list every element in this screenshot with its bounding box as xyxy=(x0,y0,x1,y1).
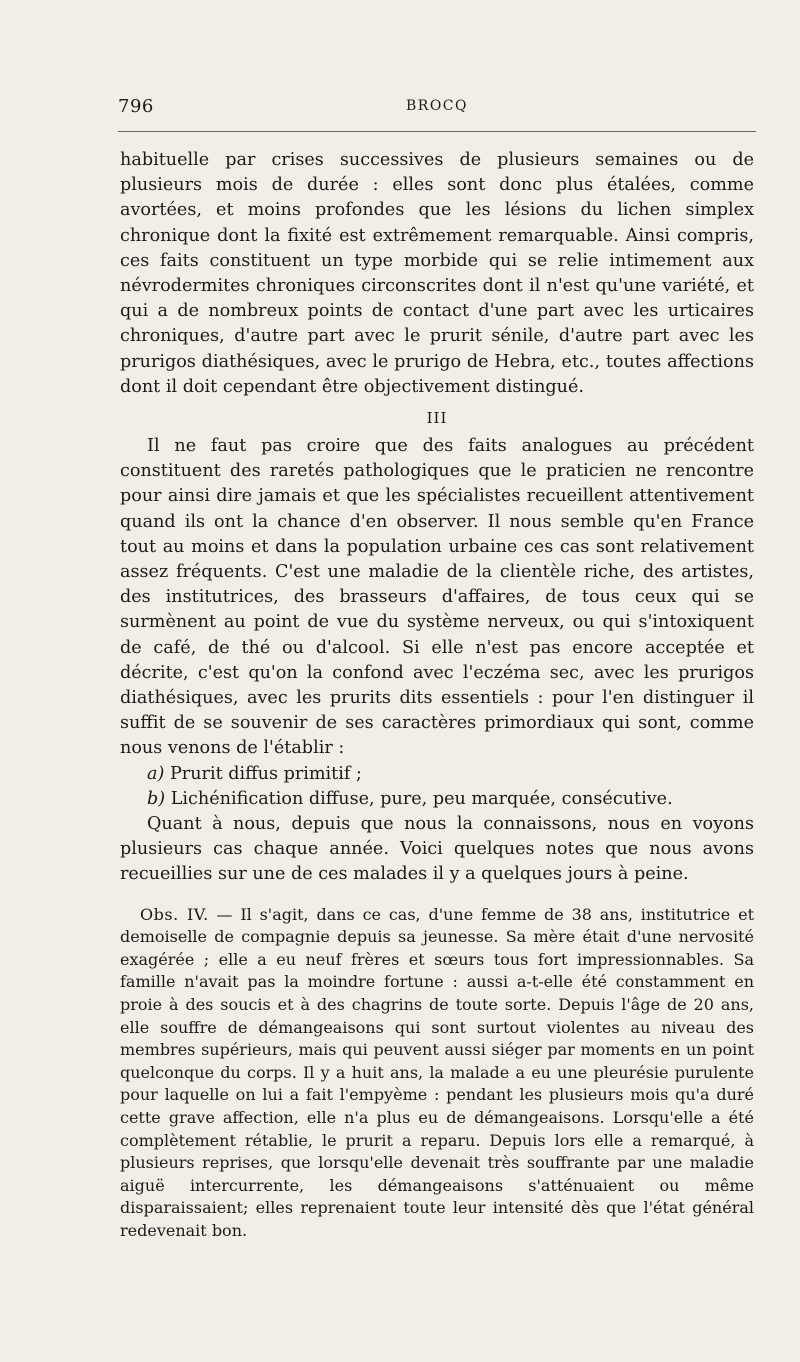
header-rule xyxy=(118,131,756,132)
observation-label: Obs. IV. xyxy=(140,904,209,924)
criterion-b-text: Lichénification diffuse, pure, peu marquée, consécutive. xyxy=(170,788,673,809)
body-text xyxy=(120,148,754,1243)
criterion-a-letter: a) xyxy=(147,763,165,784)
criterion-a xyxy=(120,762,754,787)
page-header xyxy=(118,96,756,118)
section-heading: III xyxy=(426,409,448,428)
continuation-paragraph: habituelle par crises successives de plusieurs semaines ou de plusieurs mois de durée : elles sont donc plus étalées, comme avortées, et moins profondes que les lésions du lichen simplex chronique dont la fixité est extrêmement remarquable. Ainsi compris, ces faits constituent un type morbide qui se relie intimement aux névrodermites chroniques circonscrites dont il n'est qu'une variété, et qui a de nombreux points de contact d'une part avec les urticaires chroniques, d'autre part avec le prurit sénile, d'autre part avec les prurigos diathésiques, avec le prurigo de Hebra, etc., toutes affections dont il doit cependant être objectivement distingué. xyxy=(120,150,754,397)
criterion-b-letter: b) xyxy=(147,788,166,809)
page-number: 796 xyxy=(118,96,154,117)
section-paragraph: Il ne faut pas croire que des faits analogues au précédent constituent des raretés pathologiques que le praticien ne rencontre pour ainsi dire jamais et que les spécialistes recueillent attentivement quand ils ont la chance d'en observer. Il nous semble qu'en France tout au moins et dans la population urbaine ces cas sont relativement assez fréquents. C'est une maladie de la clientèle riche, des artistes, des institutrices, des brasseurs d'affaires, de tous ceux qui se surmènent au point de vue du système nerveux, ou qui s'intoxiquent de café, de thé ou d'alcool. Si elle n'est pas encore acceptée et décrite, c'est qu'on la confond avec l'eczéma sec, avec les prurigos diathésiques, avec les prurits dits essentiels : pour l'en distinguer il suffit de se souvenir de ses caractères primordiaux qui sont, comme nous venons de l'établir : xyxy=(120,436,754,759)
closing-paragraph: Quant à nous, depuis que nous la connaissons, nous en voyons plusieurs cas chaque année. Voici quelques notes que nous avons recueillies sur une de ces malades il y a quelques jours à peine. xyxy=(120,814,754,885)
running-head: BROCQ xyxy=(406,98,468,114)
criterion-a-text: Prurit diffus primitif ; xyxy=(169,763,362,784)
criterion-b xyxy=(120,787,754,812)
observation-paragraph xyxy=(120,904,754,1243)
observation-text: — Il s'agit, dans ce cas, d'une femme de 38 ans, institutrice et demoiselle de compagnie depuis sa jeunesse. Sa mère était d'une nervosité exagérée ; elle a eu neuf frères et sœurs tous fort impressionnables. Sa famille n'avait pas la moindre fortune : aussi a-t-elle été constamment en proie à des soucis et à des chagrins de toute sorte. Depuis l'âge de 20 ans, elle souffre de démangeaisons qui sont surtout violentes au niveau des membres supérieurs, mais qui peuvent aussi siéger par moments en un point quelconque du corps. Il y a huit ans, la malade a eu une pleurésie purulente pour laquelle on lui a fait l'empyème : pendant les plusieurs mois qu'a duré cette grave affection, elle n'a plus eu de démangeaisons. Lorsqu'elle a été complètement rétablie, le prurit a reparu. Depuis lors elle a remarqué, à plusieurs reprises, que lorsqu'elle devenait très souffrante par une maladie aiguë intercurrente, les démangeaisons s'atténuaient ou même disparaissaient; elles reprenaient toute leur intensité dès que l'état général redevenait bon. xyxy=(120,904,755,1240)
